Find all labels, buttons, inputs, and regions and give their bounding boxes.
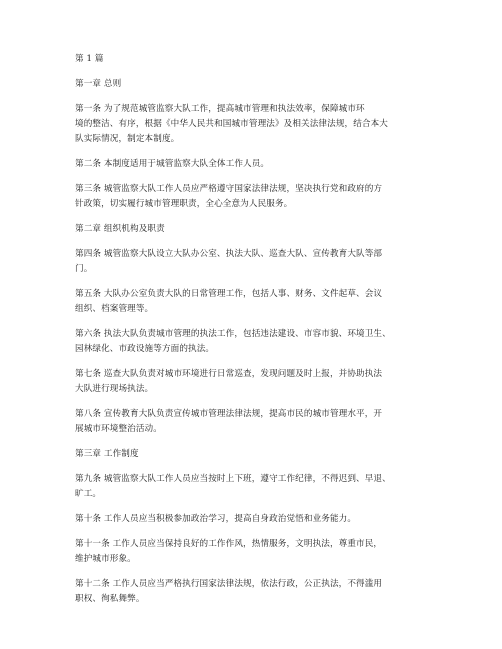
document-heading: 第 1 篇 xyxy=(75,54,104,64)
article-1: 第一条 为了规范城管监察大队工作，提高城市管理和执法效率，保障城市环 境的整洁、有序，根据《中华人民共和国城市管理法》及相关法律法规，结合本大 队实际情况，制定本制度。 xyxy=(75,104,388,144)
chapter-heading-2: 第二章 组织机构及职责 xyxy=(75,224,165,234)
article-2: 第二条 本制度适用于城管监察大队全体工作人员。 xyxy=(75,159,270,169)
article-5: 第五条 大队办公室负责大队的日常管理工作，包括人事、财务、文件起草、会议 组织、档案管理等。 xyxy=(75,289,383,314)
document-page xyxy=(75,52,437,607)
article-9: 第九条 城管监察大队工作人员应当按时上下班，遵守工作纪律，不得迟到、早退、 旷工。 xyxy=(75,474,391,499)
article-10: 第十条 工作人员应当积极参加政治学习，提高自身政治觉悟和业务能力。 xyxy=(75,514,357,524)
article-8: 第八条 宣传教育大队负责宣传城市管理法律法规，提高市民的城市管理水平，开 展城市环境整治活动。 xyxy=(75,409,383,434)
chapter-heading-3: 第三章 工作制度 xyxy=(75,449,139,459)
article-6: 第六条 执法大队负责城市管理的执法工作，包括违法建设、市容市貌、环境卫生、 园林绿化、市政设施等方面的执法。 xyxy=(75,329,391,354)
article-7: 第七条 巡查大队负责对城市环境进行日常巡查，发现问题及时上报，并协助执法 大队进行现场执法。 xyxy=(75,369,383,394)
article-3: 第三条 城管监察大队工作人员应严格遵守国家法律法规，坚决执行党和政府的方 针政策，切实履行城市管理职责，全心全意为人民服务。 xyxy=(75,184,383,209)
article-11: 第十一条 工作人员应当保持良好的工作作风，热情服务，文明执法，尊重市民， 维护城市形象。 xyxy=(75,539,383,564)
article-4: 第四条 城管监察大队设立大队办公室、执法大队、巡查大队、宣传教育大队等部 门。 xyxy=(75,249,383,274)
article-12: 第十二条 工作人员应当严格执行国家法律法规，依法行政，公正执法，不得滥用 职权、徇私舞弊。 xyxy=(75,579,383,604)
chapter-heading-1: 第一章 总则 xyxy=(75,79,122,89)
